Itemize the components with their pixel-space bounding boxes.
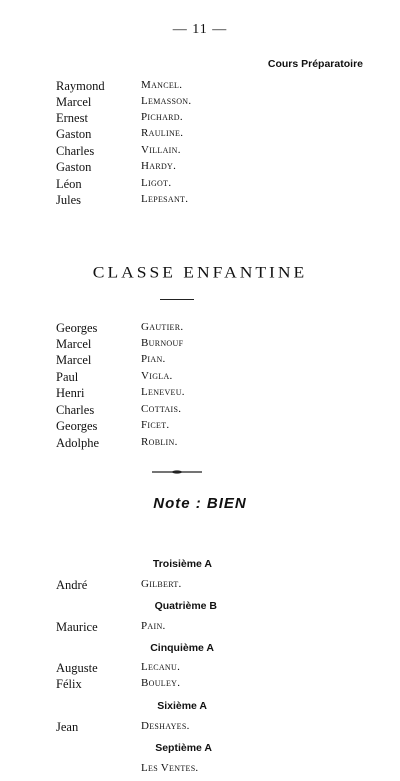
cours-preparatoire-heading: Cours Préparatoire bbox=[267, 58, 363, 70]
first-name: Maurice bbox=[56, 620, 98, 634]
last-name: Burnouf bbox=[141, 337, 184, 349]
list-item bbox=[0, 436, 400, 452]
first-name: Ernest bbox=[56, 111, 88, 125]
first-name: Marcel bbox=[56, 353, 92, 367]
list-item bbox=[0, 321, 400, 337]
list-item bbox=[0, 177, 400, 193]
first-name: Raymond bbox=[56, 79, 105, 93]
list-item bbox=[0, 160, 400, 176]
list-item bbox=[0, 419, 400, 435]
list-item bbox=[0, 720, 400, 736]
list-item bbox=[0, 661, 400, 677]
last-name: Gautier. bbox=[141, 321, 184, 333]
list-item bbox=[0, 403, 400, 419]
last-name: Bouley. bbox=[141, 677, 181, 689]
last-name: Hardy. bbox=[141, 160, 177, 172]
last-name: Deshayes. bbox=[141, 720, 190, 732]
section-heading-troisieme: Troisième A bbox=[152, 558, 212, 570]
last-name: Gilbert. bbox=[141, 578, 182, 590]
list-item bbox=[0, 95, 400, 111]
list-item bbox=[0, 370, 400, 386]
first-name: Adolphe bbox=[56, 436, 100, 450]
list-item bbox=[0, 79, 400, 95]
first-name: Jean bbox=[56, 720, 79, 734]
list-item bbox=[0, 620, 400, 636]
list-item bbox=[0, 353, 400, 369]
list-item bbox=[0, 337, 400, 353]
last-name: Ligot. bbox=[141, 177, 172, 189]
list-item bbox=[0, 111, 400, 127]
last-name: Lemasson. bbox=[141, 95, 192, 107]
last-name: Pian. bbox=[141, 353, 166, 365]
list-item bbox=[0, 762, 400, 778]
first-name: Gaston bbox=[56, 160, 92, 174]
last-name: Rauline. bbox=[141, 127, 184, 139]
section-heading-sixieme: Sixième A bbox=[157, 700, 207, 712]
list-item bbox=[0, 144, 400, 160]
list-item bbox=[0, 127, 400, 143]
last-name: Villain. bbox=[141, 144, 181, 156]
list-item bbox=[0, 578, 400, 594]
classe-enfantine-heading: CLASSE ENFANTINE bbox=[92, 263, 308, 282]
first-name: Georges bbox=[56, 419, 98, 433]
first-name: Félix bbox=[56, 677, 82, 691]
last-name: Pichard. bbox=[141, 111, 183, 123]
note-text: Note : BIEN bbox=[153, 495, 247, 512]
first-name: Auguste bbox=[56, 661, 98, 675]
last-name: Leneveu. bbox=[141, 386, 185, 398]
last-name: Pain. bbox=[141, 620, 166, 632]
last-name: Cottais. bbox=[141, 403, 182, 415]
section-heading-cinquieme: Cinquième A bbox=[150, 642, 214, 654]
last-name: Les Ventes. bbox=[141, 762, 199, 774]
first-name: Henri bbox=[56, 386, 85, 400]
ornament-divider-icon bbox=[152, 470, 202, 474]
section-heading-quatrieme: Quatrième B bbox=[154, 600, 217, 612]
first-name: Paul bbox=[56, 370, 79, 384]
list-item bbox=[0, 193, 400, 209]
list-item bbox=[0, 386, 400, 402]
last-name: Roblin. bbox=[141, 436, 178, 448]
last-name: Lecanu. bbox=[141, 661, 181, 673]
first-name: Georges bbox=[56, 321, 98, 335]
page-number: — 11 — bbox=[172, 22, 228, 37]
divider bbox=[160, 299, 194, 300]
first-name: Léon bbox=[56, 177, 82, 191]
first-name: André bbox=[56, 578, 88, 592]
list-item bbox=[0, 677, 400, 693]
last-name: Lepesant. bbox=[141, 193, 189, 205]
last-name: Mancel. bbox=[141, 79, 183, 91]
first-name: Charles bbox=[56, 144, 95, 158]
first-name: Charles bbox=[56, 403, 95, 417]
section-heading-septieme: Septième A bbox=[155, 742, 212, 754]
first-name: Marcel bbox=[56, 95, 92, 109]
first-name: Jules bbox=[56, 193, 81, 207]
first-name: Gaston bbox=[56, 127, 92, 141]
last-name: Ficet. bbox=[141, 419, 170, 431]
last-name: Vigla. bbox=[141, 370, 173, 382]
first-name: Marcel bbox=[56, 337, 92, 351]
